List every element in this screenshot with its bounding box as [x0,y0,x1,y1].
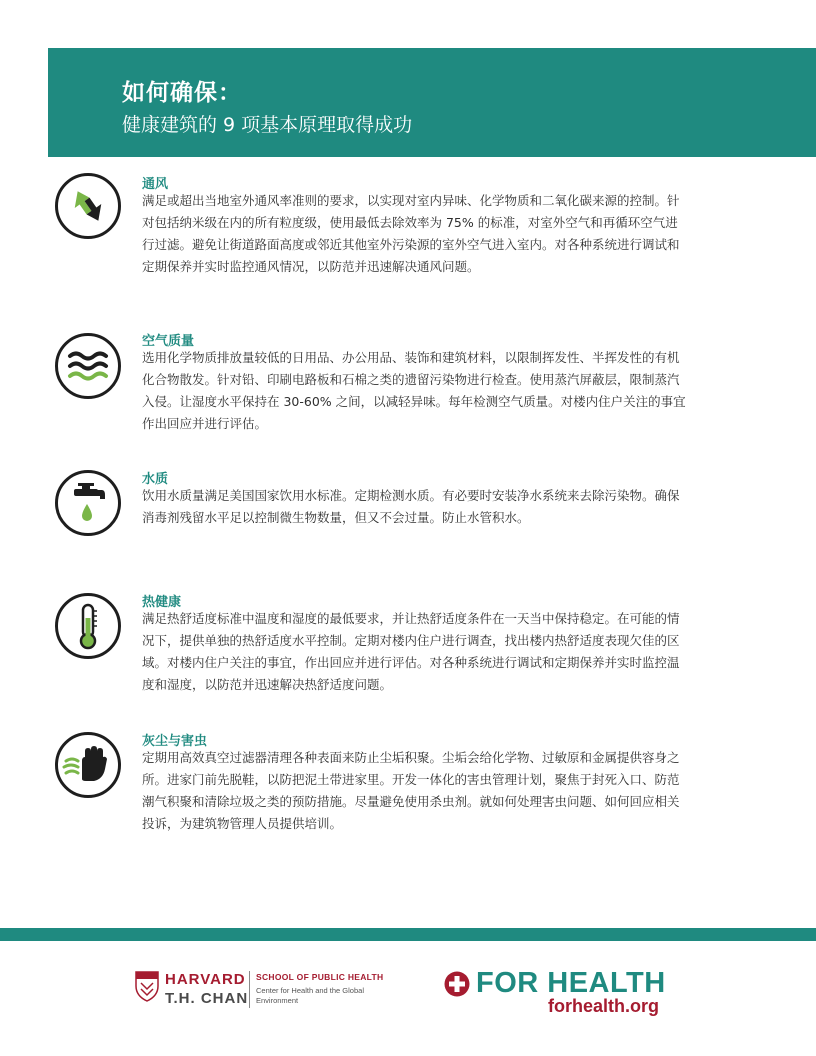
harvard-name: HARVARD [165,971,246,988]
section-body: 定期用高效真空过滤器清理各种表面来防止尘垢积聚。尘垢会给化学物、过敏原和金属提供容身之所。进家门前先脱鞋，以防把泥土带进家里。开发一体化的害虫管理计划，聚焦于封死入口、防范潮气积聚和清除垃圾之类的预防措施。尽量避免使用杀虫剂。就如何处理害虫问题、如何回应相关投诉，为建筑物管理人员提供培训。 [142,750,680,831]
page-title: 如何确保： [122,80,242,106]
section-heading: 空气质量 [142,334,195,349]
logo-divider [249,971,250,1008]
section-body: 满足或超出当地室外通风率准则的要求，以实现对室内异味、化学物质和二氧化碳来源的控制。针对包括纳米级在内的所有粒度级，使用最低去除效率为 75% 的标准，对室外空气和再循环空气进行过滤。避免让街道路面高度或邻近其他室外污染源的室外空气进入室内。对各种系统进行调试和定期保养并实时监控通风情况，以防范并迅速解决通风问题。 [142,193,680,274]
forhealth-title: FOR HEALTH [476,967,666,999]
section-body: 饮用水质量满足美国国家饮用水标准。定期检测水质。有必要时安装净水系统来去除污染物。确保消毒剂残留水平足以控制微生物数量，但又不会过量。防止水管积水。 [142,488,680,525]
air-waves-icon [55,333,121,399]
section-body: 满足热舒适度标准中温度和湿度的最低要求，并让热舒适度条件在一天当中保持稳定。在可能的情况下，提供单独的热舒适度水平控制。定期对楼内住户进行调查，找出楼内热舒适度表现欠佳的区域。对楼内住户关注的事宜，作出回应并进行评估。对各种系统进行调试和定期保养并实时监控温度和湿度，以防范并迅速解决热舒适度问题。 [142,611,680,692]
header-banner [48,48,816,157]
section-heading: 水质 [142,472,169,487]
harvard-logo [135,970,395,1010]
harvard-shield-icon [135,970,159,1002]
faucet-drop-icon [55,470,121,536]
ventilation-arrows-icon [55,173,121,239]
section-heading: 灰尘与害虫 [142,734,208,749]
section-body: 选用化学物质排放量较低的日用品、办公用品、装饰和建筑材料，以限制挥发性、半挥发性的有机化合物散发。针对铅、印刷电路板和石棉之类的遗留污染物进行检查。使用蒸汽屏蔽层，限制蒸汽入侵。让湿度水平保持在 30-60% 之间，以减轻异味。每年检测空气质量。对楼内住户关注的事宜作出回应并进行评估。 [142,350,686,431]
forhealth-logo [444,967,684,1023]
section-heading: 通风 [142,177,169,192]
chan-name: T.H. CHAN [165,990,249,1007]
thermometer-icon [55,593,121,659]
school-name: SCHOOL OF PUBLIC HEALTH [256,972,384,982]
forhealth-url[interactable]: forhealth.org [548,996,659,1016]
center-name: Center for Health and the Global Environment [256,986,364,1005]
footer-bar [0,928,816,941]
page-subtitle: 健康建筑的 9 项基本原理取得成功 [122,114,413,136]
cleaning-hand-icon [55,732,121,798]
red-cross-icon [444,971,470,997]
section-heading: 热健康 [142,595,182,610]
